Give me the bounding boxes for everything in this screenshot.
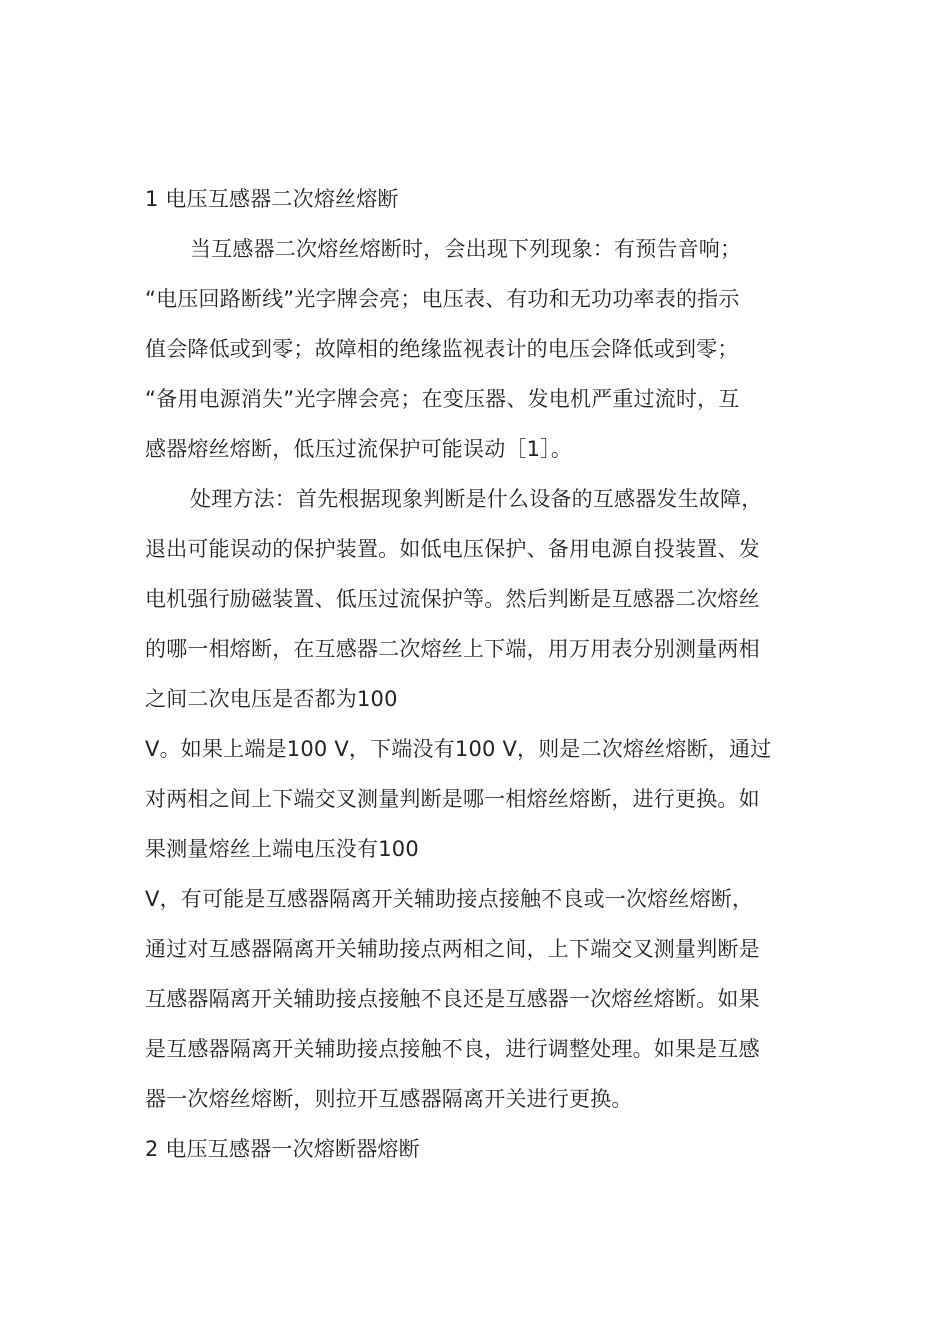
paragraph-2-line-5: 之间二次电压是否都为100 bbox=[145, 687, 398, 711]
section-2-heading: 2 电压互感器一次熔断器熔断 bbox=[145, 1137, 420, 1161]
paragraph-2-line-10: 通过对互感器隔离开关辅助接点两相之间，上下端交叉测量判断是 bbox=[145, 937, 760, 961]
paragraph-1-line-1: 当互感器二次熔丝熔断时，会出现下列现象：有预告音响； bbox=[190, 237, 742, 261]
paragraph-2-line-8: 果测量熔丝上端电压没有100 bbox=[145, 837, 419, 861]
paragraph-2-line-1: 处理方法：首先根据现象判断是什么设备的互感器发生故障， bbox=[190, 487, 763, 511]
section-1-heading: 1 电压互感器二次熔丝熔断 bbox=[145, 187, 399, 211]
paragraph-2-line-2: 退出可能误动的保护装置。如低电压保护、备用电源自投装置、发 bbox=[145, 537, 760, 561]
paragraph-2-line-6: V。如果上端是100 V，下端没有100 V，则是二次熔丝熔断，通过 bbox=[145, 737, 772, 761]
paragraph-1-line-4: “备用电源消失”光字牌会亮；在变压器、发电机严重过流时，互 bbox=[145, 387, 740, 411]
paragraph-2-line-3: 电机强行励磁装置、低压过流保护等。然后判断是互感器二次熔丝 bbox=[145, 587, 760, 611]
paragraph-1-line-3: 值会降低或到零；故障相的绝缘监视表计的电压会降低或到零； bbox=[145, 337, 739, 361]
paragraph-2-line-7: 对两相之间上下端交叉测量判断是哪一相熔丝熔断，进行更换。如 bbox=[145, 787, 760, 811]
paragraph-1-line-2: “电压回路断线”光字牌会亮；电压表、有功和无功功率表的指示 bbox=[145, 287, 740, 311]
paragraph-2-line-9: V，有可能是互感器隔离开关辅助接点接触不良或一次熔丝熔断， bbox=[145, 887, 754, 911]
paragraph-2-line-11: 互感器隔离开关辅助接点接触不良还是互感器一次熔丝熔断。如果 bbox=[145, 987, 760, 1011]
paragraph-2-line-13: 器一次熔丝熔断，则拉开互感器隔离开关进行更换。 bbox=[145, 1087, 633, 1111]
paragraph-2-line-12: 是互感器隔离开关辅助接点接触不良，进行调整处理。如果是互感 bbox=[145, 1037, 760, 1061]
paragraph-1-line-5: 感器熔丝熔断，低压过流保护可能误动［1］。 bbox=[145, 437, 573, 461]
paragraph-2-line-4: 的哪一相熔断，在互感器二次熔丝上下端，用万用表分别测量两相 bbox=[145, 637, 760, 661]
